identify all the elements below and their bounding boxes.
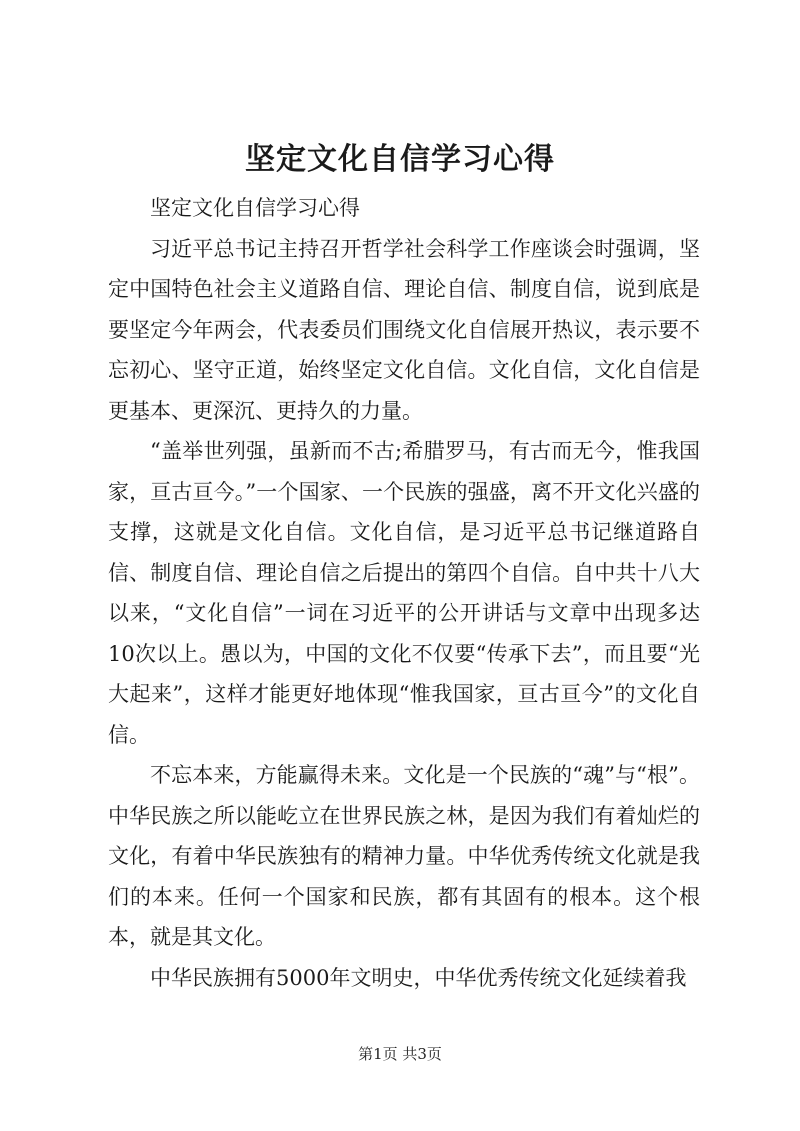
document-body bbox=[108, 188, 700, 998]
paragraph-4: 中华民族拥有5000年文明史，中华优秀传统文化延续着我 bbox=[150, 965, 687, 990]
paragraph-1: 习近平总书记主持召开哲学社会科学工作座谈会时强调，坚定中国特色社会主义道路自信、理论自信、制度自信，说到底是要坚定今年两会，代表委员们围绕文化自信展开热议，表示要不忘初心、坚守正道，始终坚定文化自信。文化自信，文化自信是更基本、更深沉、更持久的力量。 bbox=[108, 236, 700, 423]
document-title: 坚定文化自信学习心得 bbox=[245, 142, 555, 177]
paragraph-3: 不忘本来，方能赢得未来。文化是一个民族的“魂”与“根”。中华民族之所以能屹立在世界民族之林，是因为我们有着灿烂的文化，有着中华民族独有的精神力量。中华优秀传统文化就是我们的本来。任何一个国家和民族，都有其固有的根本。这个根本，就是其文化。 bbox=[108, 763, 700, 949]
page-footer: 第1页 共3页 bbox=[358, 1045, 442, 1063]
paragraph-2: “盖举世列强，虽新而不古;希腊罗马，有古而无今，惟我国家，亘古亘今。”一个国家、一个民族的强盛，离不开文化兴盛的支撑，这就是文化自信。文化自信，是习近平总书记继道路自信、制度自信、理论自信之后提出的第四个自信。自中共十八大以来，“文化自信”一词在习近平的公开讲话与文章中出现多达10次以上。愚以为，中国的文化不仅要“传承下去”，而且要“光大起来”，这样才能更好地体现“惟我国家，亘古亘今”的文化自信。 bbox=[108, 439, 700, 747]
paragraph-subtitle: 坚定文化自信学习心得 bbox=[150, 196, 360, 220]
